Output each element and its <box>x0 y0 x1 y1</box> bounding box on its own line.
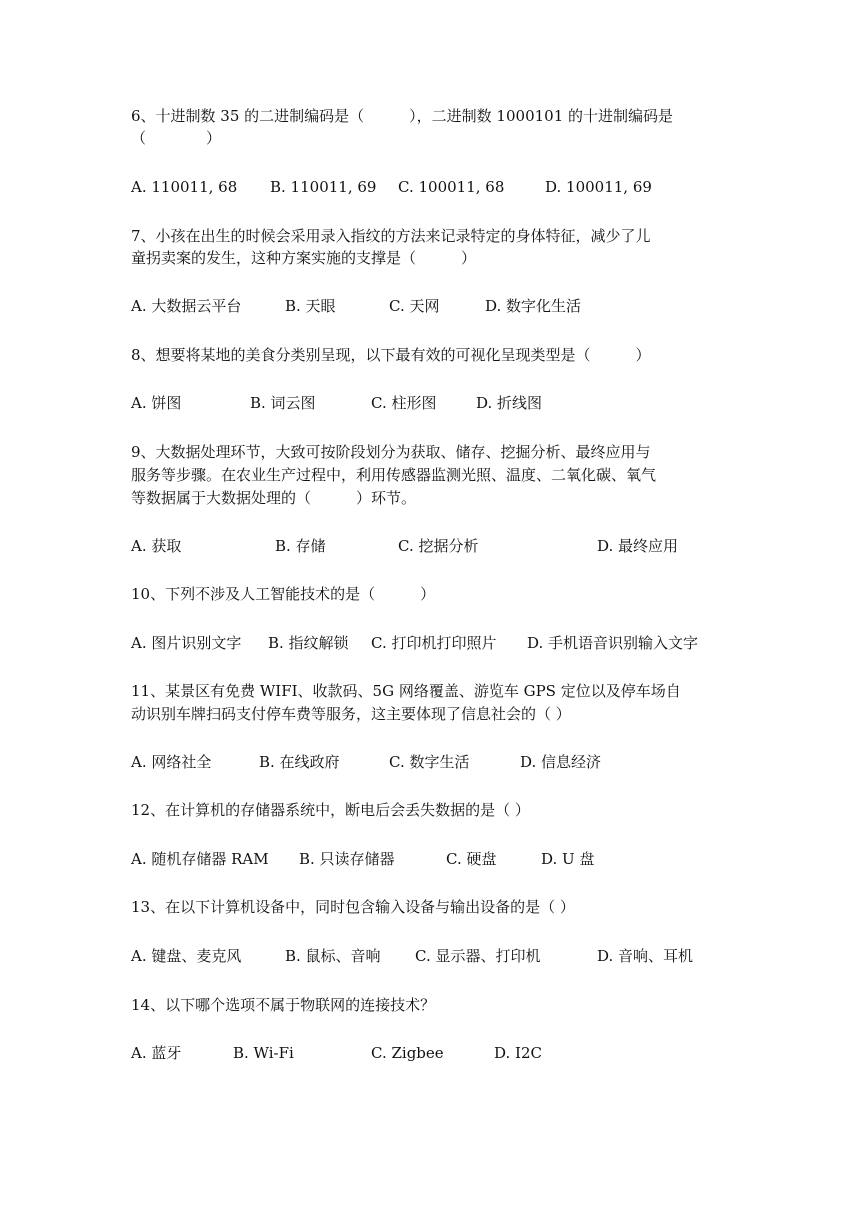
q13-option-b: B. 鼠标、音响 <box>285 947 381 965</box>
question-11-line-1: 11、某景区有免费 WIFI、收款码、5G 网络覆盖、游览车 GPS 定位以及停车场自 <box>131 682 681 700</box>
q10-option-b: B. 指纹解锁 <box>268 634 349 652</box>
q9-option-c: C. 挖据分析 <box>398 537 479 555</box>
q13-option-c: C. 显示器、打印机 <box>415 947 541 965</box>
question-13-line-1: 13、在以下计算机设备中，同时包含输入设备与输出设备的是（ ） <box>131 898 575 916</box>
question-10-line-1: 10、下列不涉及人工智能技术的是（ ） <box>131 585 436 603</box>
q12-option-c: C. 硬盘 <box>446 850 497 868</box>
q11-option-a: A. 网络社全 <box>131 753 212 771</box>
question-9-line-3: 等数据属于大数据处理的（ ）环节。 <box>131 489 417 507</box>
q7-option-a: A. 大数据云平台 <box>131 297 242 315</box>
q11-option-c: C. 数字生活 <box>389 753 470 771</box>
q8-option-a: A. 饼图 <box>131 394 182 412</box>
q7-option-c: C. 天网 <box>389 297 440 315</box>
question-7-line-2: 童拐卖案的发生，这种方案实施的支撑是（ ） <box>131 249 477 267</box>
question-14-line-1: 14、以下哪个选项不属于物联网的连接技术？ <box>131 996 436 1014</box>
q13-option-d: D. 音响、耳机 <box>597 947 694 965</box>
q11-option-d: D. 信息经济 <box>520 753 602 771</box>
question-8-line-1: 8、想要将某地的美食分类别呈现，以下最有效的可视化呈现类型是（ ） <box>131 346 651 364</box>
question-6-line-1: 6、十进制数 35 的二进制编码是（ ），二进制数 1000101 的十进制编码是 <box>131 107 674 125</box>
q13-option-a: A. 键盘、麦克风 <box>131 947 242 965</box>
q8-option-c: C. 柱形图 <box>371 394 437 412</box>
q6-option-c: C. 100011, 68 <box>398 178 505 196</box>
q9-option-b: B. 存储 <box>275 537 326 555</box>
q12-option-b: B. 只读存储器 <box>299 850 395 868</box>
q10-option-d: D. 手机语音识别输入文字 <box>527 634 699 652</box>
q7-option-d: D. 数字化生活 <box>485 297 582 315</box>
q10-option-c: C. 打印机打印照片 <box>371 634 497 652</box>
q10-option-a: A. 图片识别文字 <box>131 634 242 652</box>
q14-option-a: A. 蓝牙 <box>131 1044 182 1062</box>
question-12-line-1: 12、在计算机的存储器系统中，断电后会丢失数据的是（ ） <box>131 801 530 819</box>
question-9-line-2: 服务等步骤。在农业生产过程中，利用传感器监测光照、温度、二氧化碳、氧气 <box>131 466 657 484</box>
q14-option-d: D. I2C <box>494 1044 542 1062</box>
q8-option-b: B. 词云图 <box>250 394 316 412</box>
question-7-line-1: 7、小孩在出生的时候会采用录入指纹的方法来记录特定的身体特征，减少了儿 <box>131 227 651 245</box>
q11-option-b: B. 在线政府 <box>259 753 340 771</box>
q12-option-a: A. 随机存储器 RAM <box>131 850 269 868</box>
q14-option-c: C. Zigbee <box>371 1044 444 1062</box>
q8-option-d: D. 折线图 <box>476 394 543 412</box>
q6-option-a: A. 110011, 68 <box>131 178 238 196</box>
q9-option-d: D. 最终应用 <box>597 537 679 555</box>
q9-option-a: A. 获取 <box>131 537 182 555</box>
question-11-line-2: 动识别车牌扫码支付停车费等服务，这主要体现了信息社会的（ ） <box>131 705 571 723</box>
question-9-line-1: 9、大数据处理环节，大致可按阶段划分为获取、储存、挖掘分析、最终应用与 <box>131 443 651 461</box>
q6-option-b: B. 110011, 69 <box>270 178 377 196</box>
question-6-line-2: （ ） <box>131 129 222 147</box>
q6-option-d: D. 100011, 69 <box>545 178 652 196</box>
q14-option-b: B. Wi-Fi <box>233 1044 294 1062</box>
q7-option-b: B. 天眼 <box>285 297 336 315</box>
q12-option-d: D. U 盘 <box>541 850 595 868</box>
